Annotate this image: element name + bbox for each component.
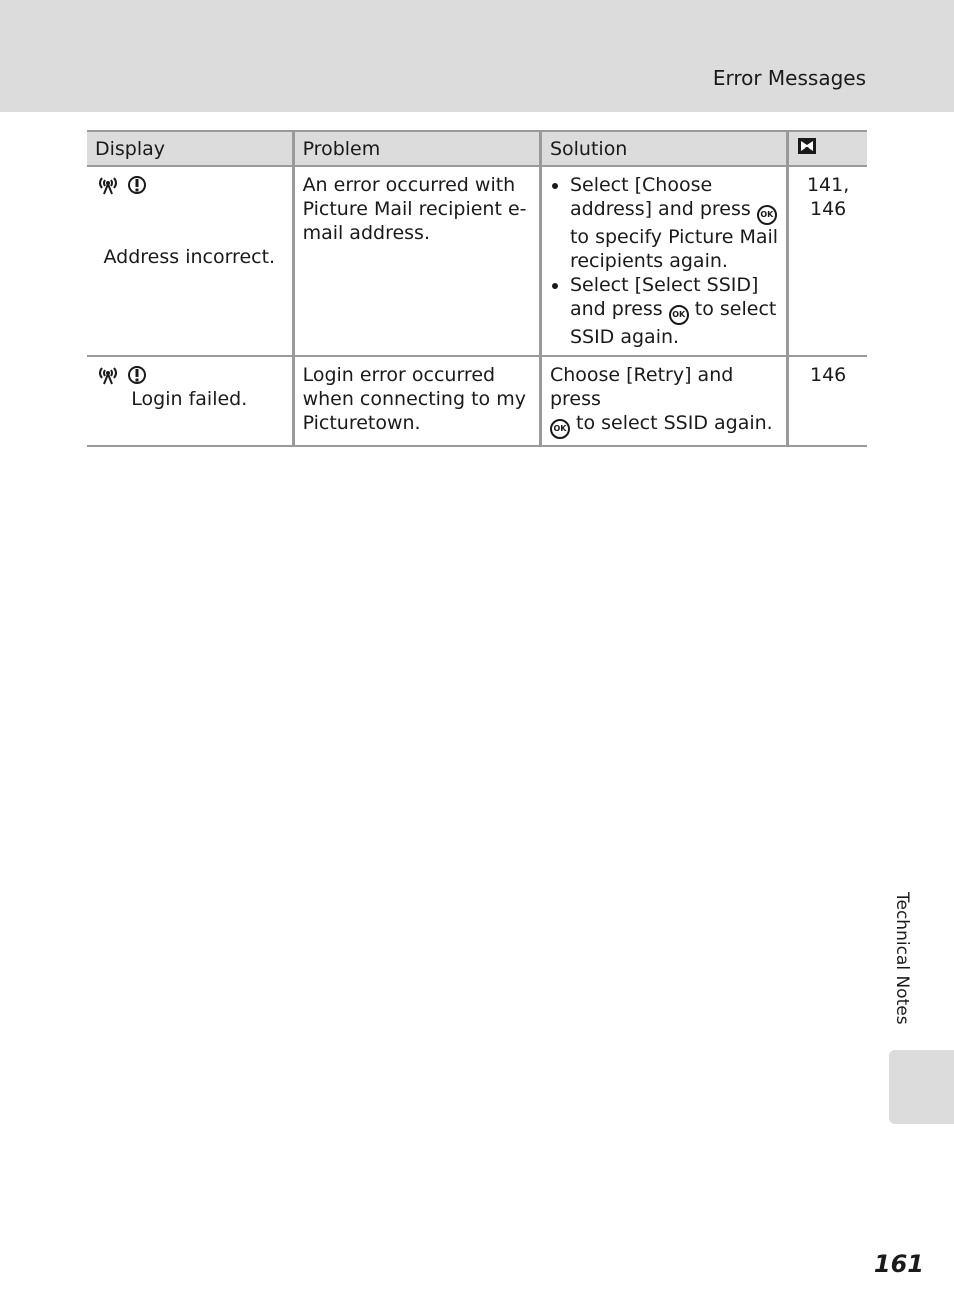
solution-bullet: • Select [Select SSID] and press OK to select SSID again. bbox=[570, 273, 778, 349]
header-band bbox=[0, 0, 954, 112]
solution-cell: Choose [Retry] and press OK to select SSID again. bbox=[540, 356, 787, 446]
wireless-signal-icon bbox=[97, 365, 119, 385]
book-reference-icon bbox=[797, 136, 817, 156]
warning-icon bbox=[127, 175, 147, 195]
solution-cell bbox=[540, 166, 787, 356]
column-header-problem: Problem bbox=[293, 131, 540, 166]
table-header-row bbox=[87, 131, 867, 166]
display-cell bbox=[87, 356, 293, 446]
display-cell bbox=[87, 166, 293, 356]
table-row bbox=[87, 356, 867, 446]
solution-bullet: • Select [Choose address] and press OK to specify Picture Mail recipients again. bbox=[570, 173, 778, 273]
wireless-signal-icon bbox=[97, 175, 119, 195]
display-message: Login failed. bbox=[131, 388, 248, 410]
ok-button-icon: OK bbox=[757, 205, 777, 225]
column-header-solution: Solution bbox=[540, 131, 787, 166]
page-number: 161 bbox=[873, 1250, 924, 1278]
page-section-title: Error Messages bbox=[712, 66, 866, 90]
column-header-reference bbox=[788, 131, 867, 166]
reference-cell: 141, 146 bbox=[788, 166, 867, 356]
error-messages-table bbox=[87, 130, 867, 447]
reference-cell: 146 bbox=[788, 356, 867, 446]
problem-cell: Login error occurred when connecting to my Picturetown. bbox=[293, 356, 540, 446]
problem-cell: An error occurred with Picture Mail recipient e-mail address. bbox=[293, 166, 540, 356]
ok-button-icon: OK bbox=[669, 305, 689, 325]
ok-button-icon: OK bbox=[550, 419, 570, 439]
warning-icon bbox=[127, 365, 147, 385]
side-tab-marker bbox=[889, 1050, 954, 1124]
side-tab-label: Technical Notes bbox=[892, 892, 912, 1025]
display-message: Address incorrect. bbox=[103, 246, 276, 268]
table-row bbox=[87, 166, 867, 356]
column-header-display: Display bbox=[87, 131, 293, 166]
